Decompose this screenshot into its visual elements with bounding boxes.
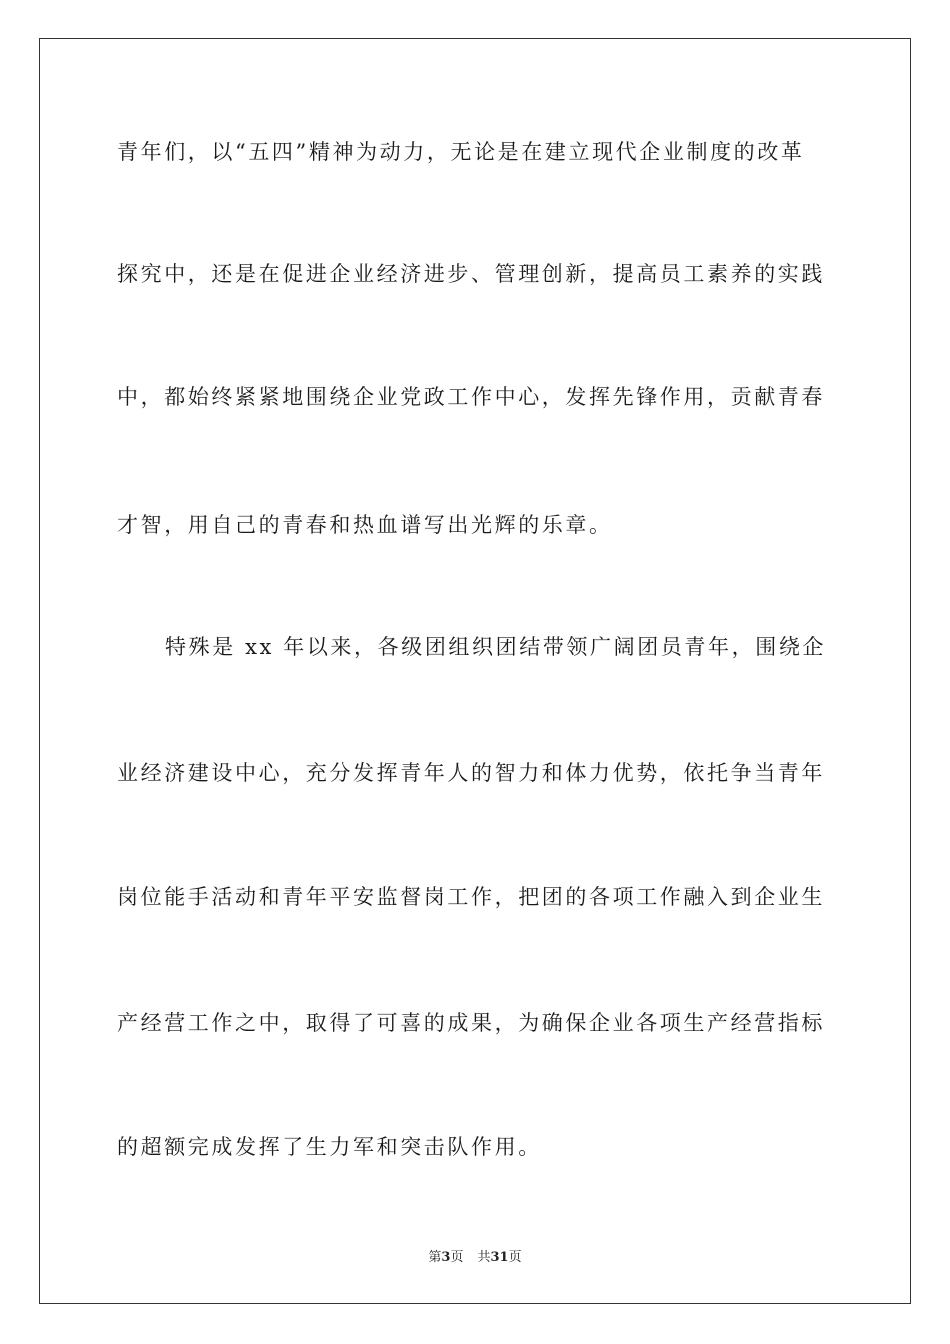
paragraph-1-line-1: 青年们，以“五四”精神为动力，无论是在建立现代企业制度的改革	[117, 140, 805, 164]
total-pages: 31	[490, 1250, 509, 1265]
page-suffix: 页	[450, 1250, 464, 1265]
page-number: 3	[441, 1250, 451, 1265]
paragraph-1-line-3: 中，都始终紧紧地围绕企业党政工作中心，发挥先锋作用，贡献青春	[117, 385, 825, 409]
page-prefix: 第	[428, 1250, 442, 1265]
paragraph-1-line-4: 才智，用自己的青春和热血谱写出光辉的乐章。	[117, 513, 613, 537]
paragraph-2-line-2: 业经济建设中心，充分发挥青年人的智力和体力优势，依托争当青年	[117, 761, 825, 785]
page-footer	[0, 1246, 950, 1265]
paragraph-1-line-2: 探究中，还是在促进企业经济进步、管理创新，提高员工素养的实践	[117, 262, 825, 286]
paragraph-2-line-3: 岗位能手活动和青年平安监督岗工作，把团的各项工作融入到企业生	[117, 885, 825, 909]
total-prefix: 共	[477, 1250, 491, 1265]
page-border	[39, 38, 911, 1304]
paragraph-2-line-5: 的超额完成发挥了生力军和突击队作用。	[117, 1135, 542, 1159]
paragraph-2-line-4: 产经营工作之中，取得了可喜的成果，为确保企业各项生产经营指标	[117, 1011, 825, 1035]
total-suffix: 页	[508, 1250, 522, 1265]
paragraph-2-line-1: 特殊是 xx 年以来，各级团组织团结带领广阔团员青年，围绕企	[165, 635, 827, 659]
